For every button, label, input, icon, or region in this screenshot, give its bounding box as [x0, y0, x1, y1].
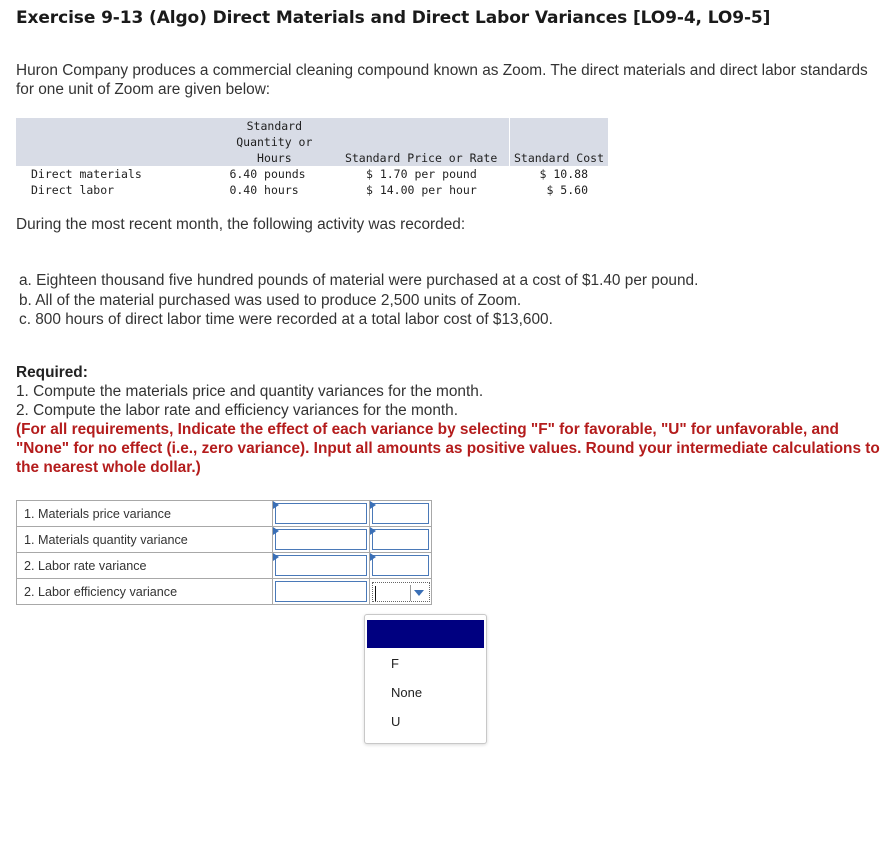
labor-efficiency-amount-input[interactable]: [275, 581, 367, 602]
activity-intro: During the most recent month, the following activity was recorded:: [16, 216, 466, 233]
amount-cell: [273, 501, 370, 527]
standards-table: [16, 118, 608, 198]
required-instructions: (For all requirements, Indicate the effect of each variance by selecting "F" for favorable, "U" for unfavorable, and "None" for no effect (i.e., zero variance). Input all amounts as positive values. Round your intermediate calculations to the nearest whole dollar.): [16, 421, 880, 476]
amount-cell: [273, 579, 370, 605]
answer-row: [17, 527, 432, 553]
materials-quantity-amount-input[interactable]: [275, 529, 367, 550]
answer-row-label: 2. Labor efficiency variance: [17, 579, 273, 605]
effect-cell: [370, 501, 432, 527]
required-marker-icon: [370, 501, 376, 509]
required-item: 1. Compute the materials price and quantity variances for the month.: [16, 383, 484, 400]
chevron-down-icon[interactable]: [414, 590, 424, 596]
required-item: 2. Compute the labor rate and efficiency variances for the month.: [16, 402, 459, 419]
required-marker-icon: [370, 527, 376, 535]
row-cost: $ 5.60: [546, 183, 588, 197]
materials-quantity-effect-select[interactable]: [372, 529, 429, 550]
row-label: Direct materials: [31, 167, 142, 181]
row-label: Direct labor: [31, 183, 115, 197]
activity-item: b. All of the material purchased was used to produce 2,500 units of Zoom.: [19, 291, 522, 309]
table-row: [16, 166, 608, 182]
row-quantity: 6.40 pounds: [229, 167, 306, 181]
required-heading: Required:: [16, 364, 88, 381]
text-cursor: [375, 586, 376, 601]
answer-row: [17, 579, 432, 605]
required-marker-icon: [370, 553, 376, 561]
row-price: $ 14.00 per hour: [365, 183, 477, 197]
header-qty-line2: Quantity or: [236, 135, 313, 149]
effect-dropdown-menu: [364, 614, 487, 744]
required-marker-icon: [273, 553, 279, 561]
effect-cell: [370, 553, 432, 579]
dropdown-separator: [410, 585, 411, 601]
labor-rate-amount-input[interactable]: [275, 555, 367, 576]
header-qty-line3: Hours: [257, 151, 292, 165]
required-marker-icon: [273, 527, 279, 535]
answer-row-label: 1. Materials price variance: [17, 501, 273, 527]
activity-item: c. 800 hours of direct labor time were recorded at a total labor cost of $13,600.: [19, 311, 553, 328]
labor-efficiency-effect-select[interactable]: [372, 582, 430, 602]
effect-cell: [370, 527, 432, 553]
exercise-title: Exercise 9-13 (Algo) Direct Materials and Direct Labor Variances [LO9-4, LO9-5]: [16, 8, 771, 28]
header-qty-line1: Standard: [246, 119, 303, 133]
materials-price-effect-select[interactable]: [372, 503, 429, 524]
dropdown-option-none[interactable]: None: [391, 685, 423, 700]
intro-paragraph: Huron Company produces a commercial cleaning compound known as Zoom. The direct materials and direct labor standards for one unit of Zoom are given below:: [16, 62, 868, 98]
header-standard-cost: Standard Cost: [510, 118, 608, 166]
required-section: [16, 363, 886, 477]
dropdown-option-f[interactable]: F: [391, 656, 399, 671]
answer-row-label: 1. Materials quantity variance: [17, 527, 273, 553]
dropdown-option-blank[interactable]: [367, 620, 484, 648]
activity-list: [19, 271, 698, 330]
table-row: [16, 182, 608, 198]
answer-row: [17, 553, 432, 579]
answer-row-label: 2. Labor rate variance: [17, 553, 273, 579]
row-price: $ 1.70 per pound: [365, 167, 477, 181]
dropdown-option-u[interactable]: U: [391, 714, 401, 729]
amount-cell: [273, 553, 370, 579]
answer-row: [17, 501, 432, 527]
effect-cell: [370, 579, 432, 605]
header-standard-price: Standard Price or Rate: [333, 118, 509, 166]
answer-table: [16, 500, 432, 605]
required-marker-icon: [273, 501, 279, 509]
header-blank: [16, 118, 215, 166]
activity-item: a. Eighteen thousand five hundred pounds of material were purchased at a cost of $1.40 per pound.: [19, 272, 699, 289]
row-quantity: 0.40 hours: [229, 183, 299, 197]
row-cost: $ 10.88: [539, 167, 588, 181]
materials-price-amount-input[interactable]: [275, 503, 367, 524]
amount-cell: [273, 527, 370, 553]
header-standard-quantity: [215, 118, 333, 166]
labor-rate-effect-select[interactable]: [372, 555, 429, 576]
